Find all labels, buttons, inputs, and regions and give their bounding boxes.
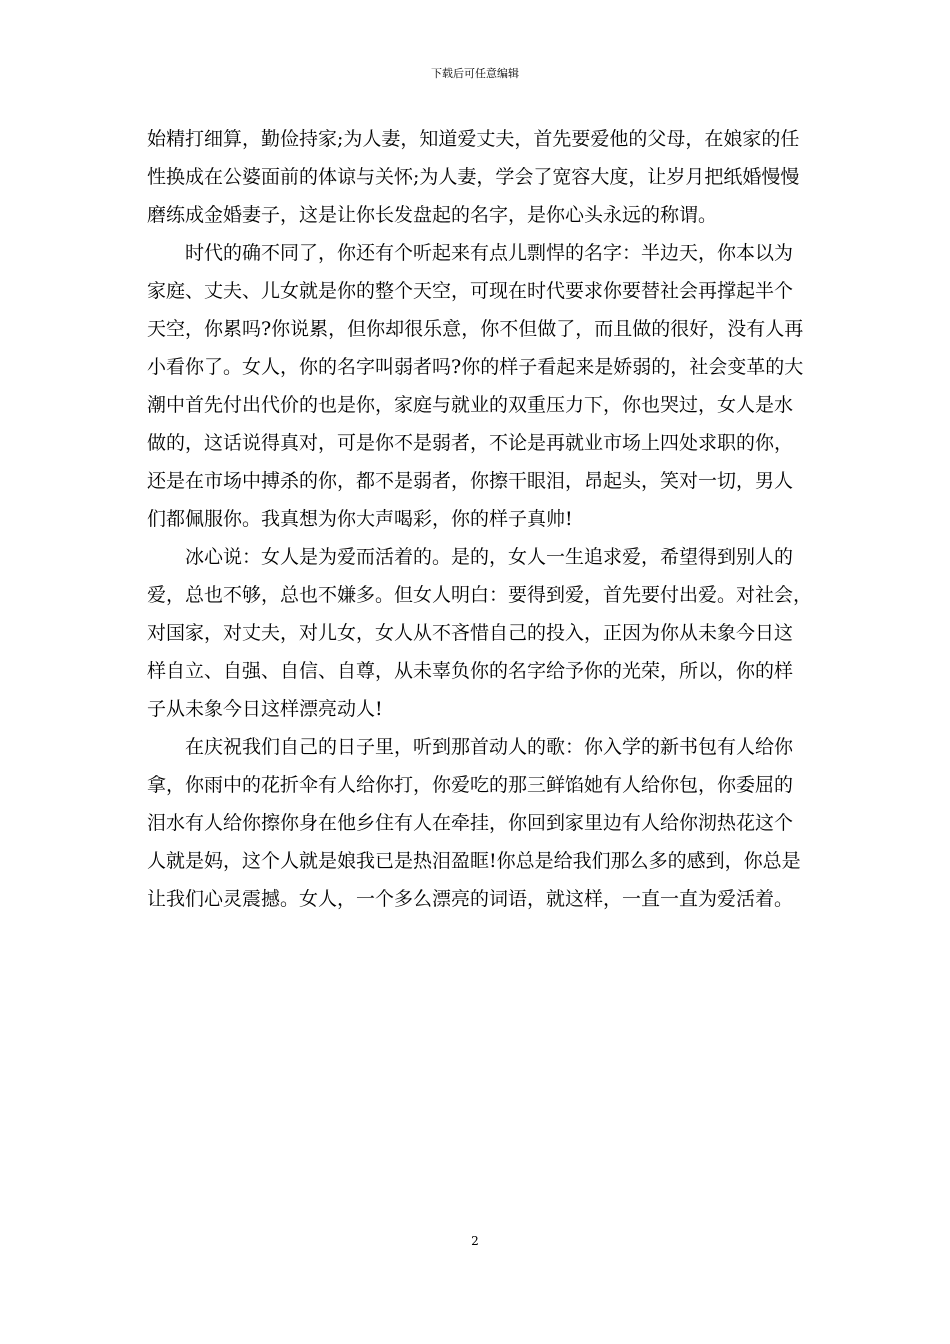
body-line: 人就是妈，这个人就是娘我已是热泪盈眶!你总是给我们那么多的感到，你总是 — [147, 850, 801, 872]
body-line: 还是在市场中搏杀的你，都不是弱者，你擦干眼泪，昂起头，笑对一切，男人 — [147, 470, 794, 492]
body-line: 子从未象今日这样漂亮动人! — [147, 698, 383, 720]
body-line: 拿，你雨中的花折伞有人给你打，你爱吃的那三鲜馅她有人给你包，你委屈的 — [147, 774, 794, 796]
body-line: 家庭、丈夫、儿女就是你的整个天空，可现在时代要求你要替社会再撑起半个 — [147, 280, 794, 302]
page-number: 2 — [471, 1234, 479, 1248]
body-line: 在庆祝我们自己的日子里，听到那首动人的歌：你入学的新书包有人给你 — [147, 736, 794, 758]
body-line: 爱，总也不够，总也不嫌多。但女人明白：要得到爱，首先要付出爱。对社会， — [147, 584, 813, 606]
body-line: 做的，这话说得真对，可是你不是弱者，不论是再就业市场上四处求职的你， — [147, 432, 794, 454]
body-line: 样自立、自强、自信、自尊，从未辜负你的名字给予你的光荣，所以，你的样 — [147, 660, 794, 682]
body-line: 性换成在公婆面前的体谅与关怀;为人妻，学会了宽容大度，让岁月把纸婚慢慢 — [147, 166, 800, 188]
body-line: 让我们心灵震撼。女人，一个多么漂亮的词语，就这样，一直一直为爱活着。 — [147, 888, 794, 910]
body-line: 冰心说：女人是为爱而活着的。是的，女人一生追求爱，希望得到别人的 — [147, 546, 794, 568]
body-line: 潮中首先付出代价的也是你，家庭与就业的双重压力下，你也哭过，女人是水 — [147, 394, 794, 416]
document-body — [147, 120, 813, 918]
body-line: 磨练成金婚妻子，这是让你长发盘起的名字，是你心头永远的称谓。 — [147, 204, 718, 226]
body-line: 对国家，对丈夫，对儿女，女人从不吝惜自己的投入，正因为你从未象今日这 — [147, 622, 794, 644]
body-line: 时代的确不同了，你还有个听起来有点儿剽悍的名字：半边天，你本以为 — [147, 242, 794, 264]
page-header: 下载后可任意编辑 — [431, 67, 519, 80]
body-line: 们都佩服你。我真想为你大声喝彩，你的样子真帅! — [147, 508, 573, 530]
body-line: 始精打细算，勤俭持家;为人妻，知道爱丈夫，首先要爱他的父母，在娘家的任 — [147, 128, 800, 150]
body-line: 泪水有人给你擦你身在他乡住有人在牵挂，你回到家里边有人给你沏热花这个 — [147, 812, 794, 834]
body-line: 天空，你累吗?你说累，但你却很乐意，你不但做了，而且做的很好，没有人再 — [147, 318, 804, 340]
body-line: 小看你了。女人，你的名字叫弱者吗?你的样子看起来是娇弱的，社会变革的大 — [147, 356, 804, 378]
